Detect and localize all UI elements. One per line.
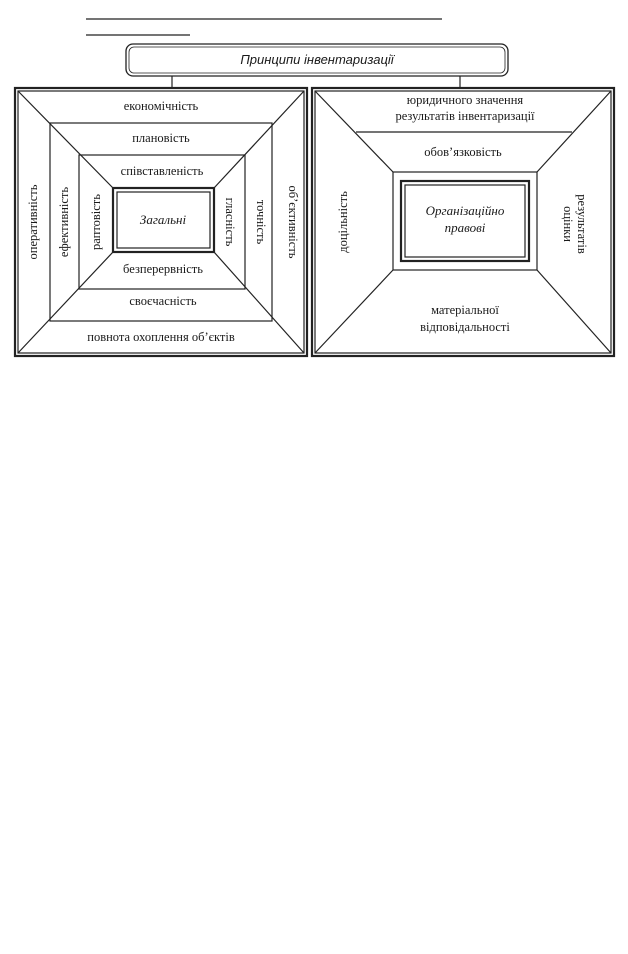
label-objectivity: об’єктивність — [286, 185, 300, 259]
diagram-title: Принципи інвентаризації — [240, 52, 394, 67]
label-expediency: доцільність — [336, 191, 350, 253]
label-effectiveness: ефективність — [57, 186, 71, 258]
label-continuity: безперервність — [123, 262, 203, 276]
title-box — [126, 44, 508, 76]
label-suddenness: раптовість — [89, 194, 103, 250]
label-material-1: матеріальної — [431, 303, 499, 317]
label-evaluation-1: оцінки — [561, 206, 575, 242]
label-publicity: гласність — [223, 197, 237, 247]
label-material-2: відповідальності — [420, 320, 510, 334]
label-efficiency-op: оперативність — [26, 184, 40, 260]
label-accuracy: точність — [254, 199, 268, 245]
label-general: Загальні — [139, 212, 187, 227]
label-timeliness: своєчасність — [129, 294, 197, 308]
label-comparability: співставленість — [120, 164, 204, 178]
label-obligatoriness: обов’язковість — [424, 145, 502, 159]
label-legal-significance-2: результатів інвентаризації — [395, 109, 535, 123]
label-legal-significance-1: юридичного значення — [406, 93, 524, 107]
label-planning: плановість — [132, 131, 190, 145]
label-evaluation-2: результатів — [575, 194, 589, 254]
label-org-legal-1: Організаційно — [425, 203, 505, 218]
label-org-legal-2: правові — [444, 220, 486, 235]
label-coverage: повнота охоплення об’єктів — [87, 330, 235, 344]
label-economy: економічність — [123, 99, 199, 113]
